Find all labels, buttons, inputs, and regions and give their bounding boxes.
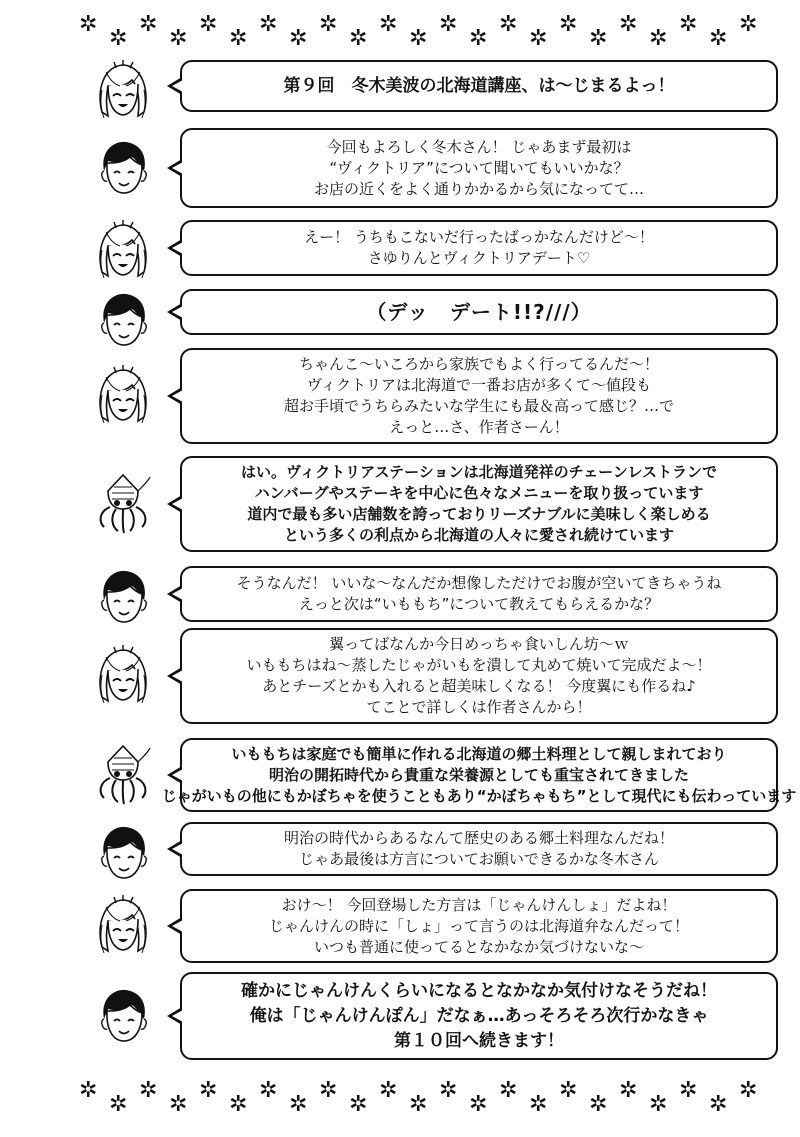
speech-bubble	[180, 128, 778, 208]
bottom-flower-border	[0, 1080, 800, 1120]
flower-icon: ✲	[289, 26, 308, 51]
flower-icon: ✲	[319, 1078, 338, 1103]
flower-icon: ✲	[439, 1078, 458, 1103]
boy-avatar	[92, 566, 154, 628]
dialogue-line: ハンバーグやステーキを中心に色々なメニューを取り扱っています	[254, 484, 704, 502]
dialogue-row	[0, 738, 800, 812]
flower-icon: ✲	[469, 26, 488, 51]
dialogue-row	[0, 456, 800, 552]
flower-icon: ✲	[589, 1092, 608, 1117]
dialogue-line: えっと次は“いももち”について教えてもらえるかな？	[298, 595, 660, 613]
dialogue-line: えー！ うちもこないだ行ったばっかなんだけど〜！	[304, 228, 654, 246]
flower-icon: ✲	[109, 26, 128, 51]
flower-icon: ✲	[79, 1078, 98, 1103]
flower-icon: ✲	[469, 1092, 488, 1117]
dialogue-row	[0, 972, 800, 1060]
flower-icon: ✲	[259, 12, 278, 37]
dialogue-line: （デッ デート!!?///）	[366, 299, 592, 324]
dialogue-row	[0, 128, 800, 208]
boy-avatar	[92, 137, 154, 199]
girl-avatar	[92, 645, 154, 707]
speech-bubble	[180, 628, 778, 724]
dialogue-row	[0, 889, 800, 963]
flower-icon: ✲	[229, 26, 248, 51]
dialogue-line: 道内で最も多い店舗数を誇っておりリーズナブルに美味しく楽しめる	[247, 505, 711, 523]
speech-bubble	[180, 889, 778, 963]
dialogue-line: じゃがいもの他にもかぼちゃを使うこともあり“かぼちゃもち”として現代にも伝わっています	[161, 786, 797, 805]
flower-icon: ✲	[379, 12, 398, 37]
dialogue-line: てことで詳しくは作者さんから！	[366, 698, 592, 716]
flower-icon: ✲	[439, 12, 458, 37]
dialogue-line: 第９回 冬木美波の北海道講座、は〜じまるよっ！	[283, 75, 675, 96]
dialogue-line: “ヴィクトリア”について聞いてもいいかな？	[329, 158, 629, 177]
bubble-tail-inner	[172, 670, 183, 682]
flower-icon: ✲	[619, 1078, 638, 1103]
speech-bubble	[180, 348, 778, 444]
flower-icon: ✲	[349, 1092, 368, 1117]
dialogue-line: おけ〜！ 今回登場した方言は「じゃんけんしょ」だよね！	[281, 895, 677, 914]
dialogue-line: 翼ってばなんか今日めっちゃ食いしん坊〜ｗ	[329, 635, 629, 653]
dialogue-line: さゆりんとヴィクトリアデート♡	[367, 249, 591, 267]
dialogue-line: じゃんけんの時に「しょ」って言うのは北海道弁なんだって！	[268, 916, 689, 935]
flower-icon: ✲	[709, 1092, 728, 1117]
boy-avatar	[92, 985, 154, 1047]
author-avatar	[92, 473, 154, 535]
flower-icon: ✲	[169, 26, 188, 51]
flower-icon: ✲	[109, 1092, 128, 1117]
flower-icon: ✲	[499, 12, 518, 37]
girl-avatar	[92, 60, 154, 122]
dialogue-row	[0, 566, 800, 622]
bubble-tail-inner	[172, 80, 183, 92]
dialogue-line: 明治の時代からあるなんて歴史のある郷土料理なんだね！	[283, 829, 674, 847]
dialogue-line: いつも普通に使ってるとなかなか気づけないな〜	[313, 937, 644, 956]
flower-icon: ✲	[409, 1092, 428, 1117]
author-avatar	[92, 744, 154, 806]
flower-icon: ✲	[529, 26, 548, 51]
flower-icon: ✲	[649, 1092, 668, 1117]
dialogue-line: あとチーズとかも入れると超美味しくなる！ 今度翼にも作るね♪	[262, 677, 696, 695]
speech-bubble	[180, 60, 778, 112]
dialogue-row	[0, 822, 800, 876]
speech-bubble	[180, 822, 778, 876]
flower-icon: ✲	[529, 1092, 548, 1117]
dialogue-line: じゃあ最後は方言についてお願いできるかな冬木さん	[299, 850, 659, 868]
bubble-tail-inner	[172, 843, 183, 855]
speech-bubble	[180, 972, 778, 1060]
dialogue-line: 確かにじゃんけんくらいになるとなかなか気付けなそうだね！	[241, 980, 717, 1001]
flower-icon: ✲	[679, 1078, 698, 1103]
dialogue-line: 第１０回へ続きます！	[394, 1030, 564, 1051]
bubble-tail-inner	[172, 769, 183, 781]
dialogue-line: 今回もよろしく冬木さん！ じゃあまず最初は	[326, 137, 632, 156]
bubble-tail-inner	[172, 588, 183, 600]
boy-avatar	[92, 822, 154, 884]
flower-icon: ✲	[409, 26, 428, 51]
bubble-tail-inner	[172, 306, 183, 318]
flower-icon: ✲	[619, 12, 638, 37]
flower-icon: ✲	[559, 12, 578, 37]
bubble-tail-inner	[172, 242, 183, 254]
flower-icon: ✲	[349, 26, 368, 51]
bubble-tail-inner	[172, 920, 183, 932]
top-flower-border	[0, 14, 800, 54]
flower-icon: ✲	[79, 12, 98, 37]
boy-avatar	[92, 289, 154, 351]
bubble-tail-inner	[172, 1010, 183, 1022]
flower-icon: ✲	[679, 12, 698, 37]
dialogue-line: 明治の開拓時代から貴重な栄養源としても重宝されてきました	[268, 765, 689, 784]
girl-avatar	[92, 365, 154, 427]
dialogue-line: ヴィクトリアは北海道で一番お店が多くて〜値段も	[306, 376, 652, 394]
dialogue-line: 俺は「じゃんけんぽん」だなぁ…あっそろそろ次行かなきゃ	[249, 1005, 709, 1026]
bubble-tail-inner	[172, 498, 183, 510]
dialogue-row	[0, 220, 800, 276]
flower-icon: ✲	[739, 12, 758, 37]
flower-icon: ✲	[319, 12, 338, 37]
flower-icon: ✲	[499, 1078, 518, 1103]
flower-icon: ✲	[739, 1078, 758, 1103]
dialogue-line: そうなんだ！ いいな〜なんだか想像しただけでお腹が空いてきちゃうね	[236, 574, 722, 592]
dialogue-line: ちゃんこ〜いころから家族でもよく行ってるんだ〜！	[298, 355, 659, 373]
bubble-tail-inner	[172, 390, 183, 402]
flower-icon: ✲	[589, 26, 608, 51]
flower-icon: ✲	[289, 1092, 308, 1117]
dialogue-line: いももちはね〜蒸したじゃがいもを潰して丸めて焼いて完成だよ〜！	[246, 656, 712, 674]
flower-icon: ✲	[139, 12, 158, 37]
flower-icon: ✲	[199, 12, 218, 37]
girl-avatar	[92, 220, 154, 282]
flower-icon: ✲	[199, 1078, 218, 1103]
dialogue-row	[0, 60, 800, 112]
dialogue-line: えっと…さ、作者さーん！	[389, 418, 569, 436]
speech-bubble	[180, 456, 778, 552]
speech-bubble	[161, 738, 797, 812]
dialogue-line: お店の近くをよく通りかかるから気になってて…	[313, 179, 644, 198]
flower-icon: ✲	[139, 1078, 158, 1103]
dialogue-row	[0, 348, 800, 444]
flower-icon: ✲	[709, 26, 728, 51]
flower-icon: ✲	[649, 26, 668, 51]
dialogue-line: いももちは家庭でも簡単に作れる北海道の郷土料理として親しまれており	[231, 744, 727, 763]
dialogue-line: 超お手頃でうちらみたいな学生にも最＆高って感じ？…で	[283, 397, 674, 415]
flower-icon: ✲	[559, 1078, 578, 1103]
flower-icon: ✲	[229, 1092, 248, 1117]
bubble-tail-inner	[172, 162, 183, 174]
dialogue-line: という多くの利点から北海道の人々に愛され続けています	[283, 526, 674, 544]
speech-bubble	[180, 566, 778, 622]
dialogue-line: はい。ヴィクトリアステーションは北海道発祥のチェーンレストランで	[240, 463, 718, 481]
speech-bubble	[180, 289, 778, 335]
dialogue-row	[0, 628, 800, 724]
speech-bubble	[180, 220, 778, 276]
flower-icon: ✲	[169, 1092, 188, 1117]
girl-avatar	[92, 895, 154, 957]
dialogue-row	[0, 289, 800, 335]
flower-icon: ✲	[379, 1078, 398, 1103]
flower-icon: ✲	[259, 1078, 278, 1103]
